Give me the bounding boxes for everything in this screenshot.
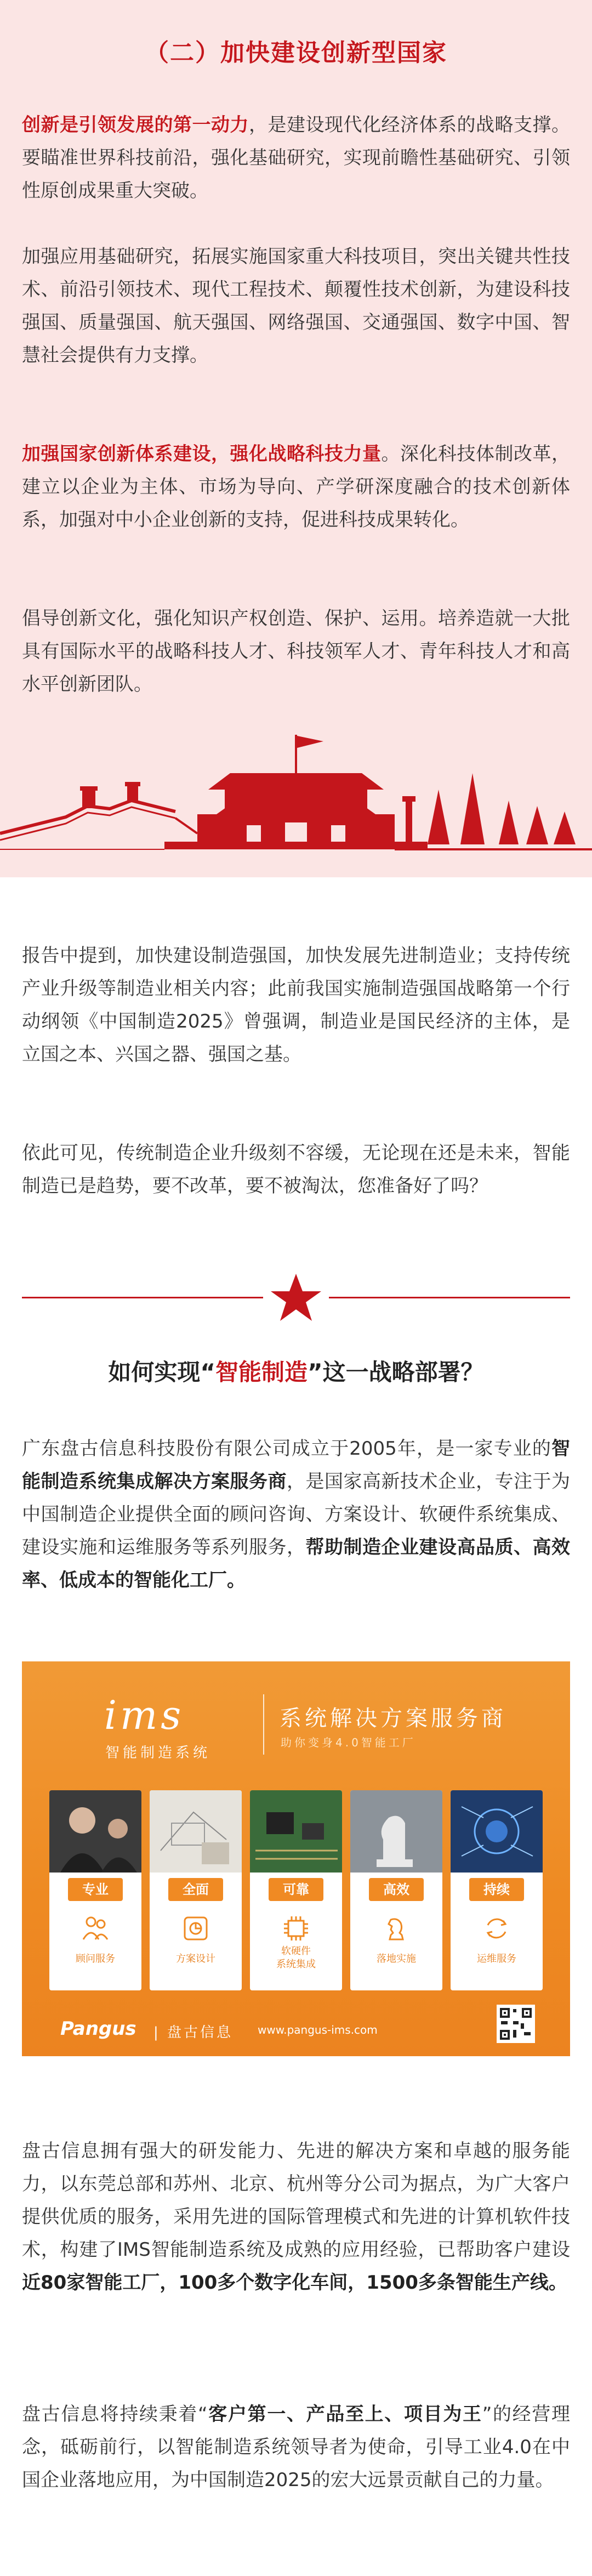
card-label: 方案设计: [176, 1953, 215, 1965]
paragraph-culture: 倡导创新文化，强化知识产权创造、保护、运用。培养造就一大批具有国际水平的战略科技人才、科技领军人才、青年科技人才和高水平创新团队。: [22, 608, 570, 695]
banner-heading: 系统解决方案服务商: [280, 1706, 506, 1731]
card-label: 顾问服务: [76, 1953, 115, 1965]
paragraph-applied-research: 加强应用基础研究，拓展实施国家重大科技项目，突出关键共性技术、前沿引领技术、现代工程技术、颠覆性技术创新，为建设科技强国、质量强国、航天强国、网络强国、交通强国、数字中国、智慧社会提供有力支撑。: [22, 246, 570, 366]
chess-photo: [350, 1790, 442, 1873]
service-cards: [49, 1790, 543, 1990]
pangus-logo: Pangus: [60, 2018, 136, 2040]
pangus-name: | 盘古信息: [153, 2024, 234, 2041]
paragraph-text: 。深化科技体制改革，建立以企业为主体、市场为导向、产学研深度融合的技术创新体系，加强对中小企业创新的支持，促进科技成果转化。: [22, 443, 570, 531]
paragraph-text: 盘古信息将持续秉着“: [22, 2403, 208, 2425]
paragraph-innovation: [22, 109, 570, 207]
paragraph-text: 盘古信息拥有强大的研发能力、先进的解决方案和卓越的服务能力，以东莞总部和苏州、北京、杭州等分公司为据点，为广大客户提供优质的服务，采用先进的国际管理模式和先进的计算机软件技术，构建了IMS智能制造系统及成熟的应用经验，已帮助客户建设: [22, 2140, 570, 2261]
great-wall-tiananmen-illustration: [0, 724, 592, 866]
section-title: （二）加快建设创新型国家: [145, 39, 447, 67]
people-icon: [80, 1913, 111, 1944]
paragraph-text: 广东盘古信息科技股份有限公司成立于2005年，是一家专业的: [22, 1438, 551, 1460]
paragraph-text: ，是国家高新技术企业，专注于为中国制造企业提供全面的顾问咨询、方案设计、软硬件系统集成、建设实施和运维服务等系列服务，: [22, 1471, 570, 1558]
card-tag: 全面: [168, 1878, 223, 1901]
cycle-icon: [481, 1913, 512, 1944]
service-card: [49, 1790, 141, 1990]
card-label: 运维服务: [477, 1953, 516, 1965]
card-tag: 专业: [68, 1878, 123, 1901]
card-tag: 可靠: [269, 1878, 323, 1901]
star-icon: [269, 1270, 323, 1325]
card-label: 软硬件 系统集成: [276, 1945, 316, 1970]
bold-text: 客户第一、产品至上、项目为王: [207, 2403, 482, 2425]
service-card: [350, 1790, 442, 1990]
paragraph-company-intro: [22, 1432, 570, 1597]
divider-line-right: [329, 1297, 570, 1298]
design-drawing-photo: [150, 1790, 242, 1873]
highlight-text: 创新是引领发展的第一动力: [22, 114, 249, 136]
highlight-text: 加强国家创新体系建设，强化战略科技力量: [22, 443, 382, 465]
card-tag: 持续: [469, 1878, 524, 1901]
question-heading: [0, 1354, 592, 1387]
paragraph-report: 报告中提到，加快建设制造强国，加快发展先进制造业；支持传统产业升级等制造业相关内容；此前我国实施制造强国战略第一个行动纲领《中国制造2025》曾强调，制造业是国民经济的主体，是立国之本、兴国之器、强国之基。: [22, 945, 570, 1065]
card-label: 落地实施: [377, 1953, 416, 1965]
paragraph-mission: [22, 2398, 570, 2496]
knight-icon: [381, 1913, 412, 1944]
question-highlight: 智能制造: [215, 1359, 308, 1386]
divider-line-left: [22, 1297, 263, 1298]
service-card: [150, 1790, 242, 1990]
question-text: ”这一战略部署？: [308, 1359, 484, 1386]
banner-subheading: 助你变身4.0智能工厂: [281, 1736, 416, 1749]
bold-text: 帮助制造企业建设高品质、高效率、低成本的智能化工厂。: [22, 1536, 570, 1591]
ims-logo-subtitle: 智能制造系统: [105, 1745, 211, 1761]
question-text: 如何实现“: [108, 1359, 215, 1386]
banner-divider: [263, 1694, 264, 1755]
paragraph-text: ，是建设现代化经济体系的战略支撑。要瞄准世界科技前沿，强化基础研究，实现前瞻性基础研究、引领性原创成果重大突破。: [22, 114, 570, 202]
card-tag: 高效: [369, 1878, 424, 1901]
pangus-url: www.pangus-ims.com: [258, 2023, 378, 2036]
business-people-photo: [49, 1790, 141, 1873]
service-card: [451, 1790, 543, 1990]
paragraph-capability: [22, 2135, 570, 2299]
service-card: [250, 1790, 342, 1990]
ims-banner-image: [22, 1661, 570, 2056]
paragraph-innovation-system: [22, 438, 570, 536]
ims-logo: ims: [104, 1692, 185, 1738]
technology-photo: [451, 1790, 543, 1873]
paragraph-conclusion: 依此可见，传统制造企业升级刻不容缓，无论现在还是未来，智能制造已是趋势，要不改革，要不被淘汰，您准备好了吗？: [22, 1142, 570, 1197]
chip-icon: [281, 1913, 311, 1944]
qr-code-icon: [497, 2005, 535, 2043]
bold-text: 智能制造系统集成解决方案服务商: [22, 1438, 570, 1493]
paragraph-text: ”的经营理念，砥砺前行，以智能制造系统领导者为使命，引导工业4.0在中国企业落地应用，为中国制造2025的宏大远景贡献自己的力量。: [22, 2403, 570, 2491]
circuit-board-photo: [250, 1790, 342, 1873]
bold-text: 近80家智能工厂，100多个数字化车间，1500多条智能生产线。: [22, 2272, 567, 2294]
chart-icon: [180, 1913, 211, 1944]
